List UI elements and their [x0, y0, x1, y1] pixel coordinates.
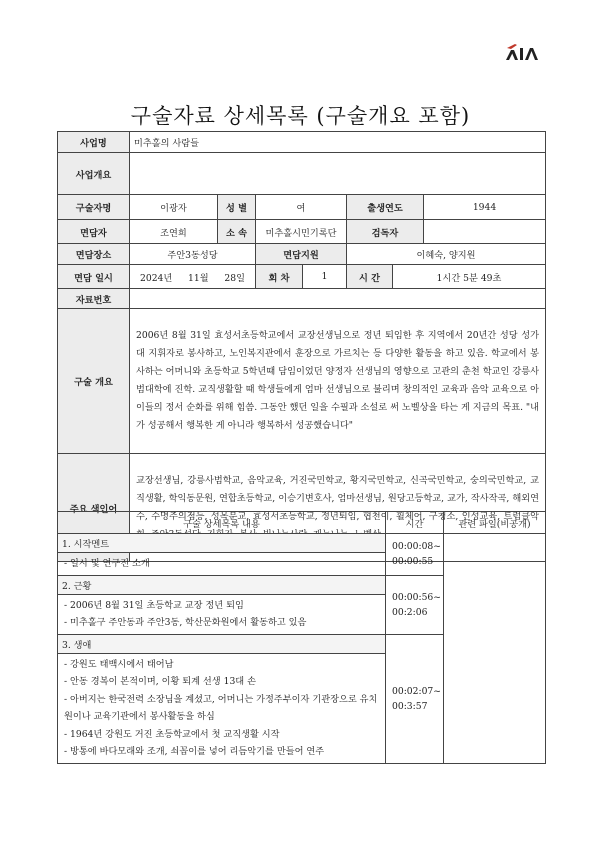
related-files-cell — [444, 534, 546, 764]
section-time — [386, 575, 444, 634]
list-item: - 방통에 바다모래와 조개, 쇠꼽이를 넣어 리듬악기를 만들어 연주 — [64, 746, 325, 757]
narrator-label: 구술자명 — [58, 195, 130, 220]
list-item: - 안동 경복이 본적이며, 이황 퇴계 선생 13대 손 — [64, 676, 256, 687]
section-title: 2. 근황 — [58, 575, 386, 594]
list-item: - 일시 및 연구진 소개 — [64, 558, 150, 569]
detail-header-time: 시간 — [386, 512, 444, 534]
time-start: 00:02:07~ — [392, 685, 441, 697]
list-item: - 강원도 태백시에서 태어남 — [64, 658, 174, 670]
ref-value — [130, 289, 546, 309]
section-items — [58, 653, 386, 763]
detail-table — [57, 511, 546, 764]
section-title: 3. 생애 — [58, 634, 386, 653]
time-end: 00:2:06 — [392, 606, 428, 618]
section-title: 1. 시작멘트 — [58, 534, 386, 553]
ref-label: 자료번호 — [58, 289, 130, 309]
info-table — [57, 131, 546, 562]
detail-header-files: 관련 파일(비공개) — [444, 512, 546, 534]
time-end: 00:3:57 — [392, 700, 428, 712]
support-label: 면담지원 — [256, 244, 347, 265]
keywords-label: 주요 색인어 — [58, 454, 130, 562]
project-label: 사업명 — [58, 132, 130, 153]
list-item: - 1964년 강원도 거진 초등학교에서 첫 교직생활 시작 — [64, 728, 280, 740]
detail-header-content: 구술 상세목록 내용 — [58, 512, 386, 534]
birth-label: 출생연도 — [347, 195, 424, 220]
time-end: 00:00:55 — [392, 556, 434, 568]
overview-value — [130, 153, 546, 195]
date-value — [130, 265, 256, 289]
duration-label: 시 간 — [347, 265, 393, 289]
keywords-text: 교장선생님, 강릉사범학교, 음악교육, 거진국민학교, 황지국민학교, 신곡국민학교, 숭의국민학교, 교직생활, 학익동문원, 연합초등학교, 이승기변호사, 엄마선생님, 원당고등학교, 교가, 작사작곡, 해외연수, 수명주의점등, 성목분교, 효성서초등학교, 정년퇴임, 협천이, 휠체어, 구청소, 인성교육, 트럼클악 — [130, 454, 546, 562]
date-month: 11월 — [188, 272, 209, 284]
section-items — [58, 594, 386, 634]
place-value: 주안3동성당 — [130, 244, 256, 265]
interviewer-value: 조연희 — [130, 220, 218, 244]
time-start: 00:00:08~ — [392, 541, 441, 553]
list-item: - 아버지는 한국전력 소장님을 계셨고, 어머니는 가정주부이자 기관장으로 유치원이나 교육기관에서 봉사활동을 하심 — [64, 693, 378, 722]
place-label: 면담장소 — [58, 244, 130, 265]
section-time — [386, 534, 444, 576]
section-items — [58, 553, 386, 576]
time-start: 00:00:56~ — [392, 591, 441, 603]
section-time — [386, 634, 444, 763]
duration-value: 1시간 5분 49초 — [393, 265, 546, 289]
summary-text: 2006년 8월 31일 효성서초등학교에서 교장선생님으로 정년 퇴임한 후 지역에서 20년간 성당 성가대 지휘자로 봉사하고, 노인복지관에서 훈장으로 가르치는 등 다양한 활동을 하고 있음. 학교에서 봉사하는 어머니와 초등학교 5학년때 담임이었던 양정자 선생님의 영향으로 고관의 춘천 학교인 강릉사범대학에 진학. 교직생활할 때 학생들에게 엄마 선생님으로 불리며 창의적인 교육과 음악 교육으로 아이들의 정서 순화를 위해 힘씀. 그동안 했던 일을 수필과 소설로 써 노벨상을 타는 게 지금의 목표. "내가 성공해서 행복한 게 아니라 행복하서 성공했습니다" — [130, 309, 546, 454]
birth-value: 1944 — [424, 195, 546, 220]
list-item: - 2006년 8월 31일 초등학교 교장 정년 퇴임 — [64, 599, 244, 611]
session-label: 회 차 — [256, 265, 303, 289]
date-day: 28일 — [224, 272, 245, 284]
page-title: 구술자료 상세목록 (구술개요 포함) — [130, 104, 471, 128]
date-label: 면담 일시 — [58, 265, 130, 289]
support-value: 이혜숙, 양지원 — [347, 244, 546, 265]
reviewer-label: 검독자 — [347, 220, 424, 244]
affiliation-label: 소 속 — [218, 220, 256, 244]
project-value: 미추홀의 사람들 — [130, 132, 546, 153]
interviewer-label: 면담자 — [58, 220, 130, 244]
gender-value: 여 — [256, 195, 347, 220]
overview-label: 사업개요 — [58, 153, 130, 195]
narrator-value: 이광자 — [130, 195, 218, 220]
session-value: 1 — [303, 265, 347, 289]
brand-logo-icon — [505, 42, 539, 62]
summary-label: 구술 개요 — [58, 309, 130, 454]
affiliation-value: 미추홀시민기록단 — [256, 220, 347, 244]
list-item: - 미추홀구 주안동과 주안3동, 학산문화원에서 활동하고 있음 — [64, 617, 307, 628]
gender-label: 성 별 — [218, 195, 256, 220]
date-year: 2024년 — [140, 272, 173, 284]
reviewer-value — [424, 220, 546, 244]
